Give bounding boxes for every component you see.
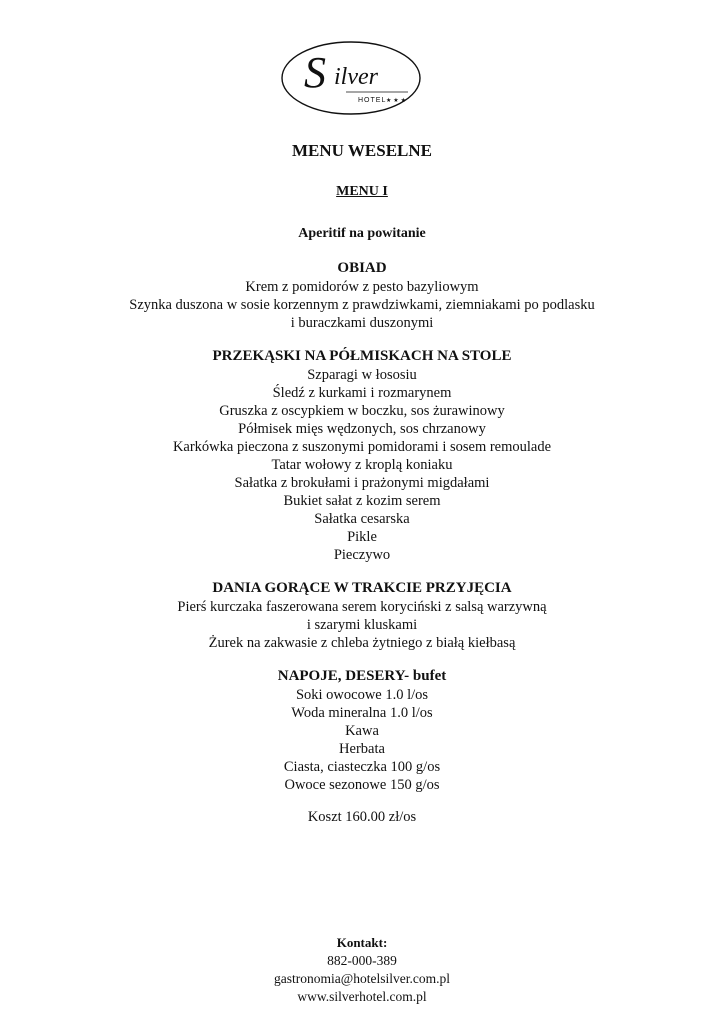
- contact-title: Kontakt:: [336, 935, 388, 950]
- menu-item: Tatar wołowy z kroplą koniaku: [271, 457, 453, 473]
- menu-item: Półmisek mięs wędzonych, sos chrzanowy: [238, 421, 486, 437]
- section-dania-gorace: [0, 578, 724, 652]
- logo-stars: ★ ★ ★: [386, 97, 406, 104]
- contact-email: gastronomia@hotelsilver.com.pl: [274, 971, 450, 986]
- logo-brand-rest: ilver: [334, 64, 378, 90]
- menu-item: Ciasta, ciasteczka 100 g/os: [283, 759, 441, 775]
- menu-cost: Koszt 160.00 zł/os: [307, 809, 417, 825]
- section-przekaski: [0, 346, 724, 564]
- contact-website: www.silverhotel.com.pl: [297, 989, 427, 1004]
- menu-item: i buraczkami duszonymi: [290, 315, 434, 331]
- menu-item: Gruszka z oscypkiem w boczku, sos żurawinowy: [219, 403, 505, 419]
- menu-item: Soki owocowe 1.0 l/os: [295, 687, 429, 703]
- section-title: NAPOJE, DESERY- bufet: [277, 668, 447, 684]
- menu-item: Szparagi w łososiu: [307, 367, 417, 383]
- contact-phone: 882-000-389: [327, 953, 397, 968]
- menu-item: Herbata: [339, 741, 385, 757]
- menu-subtitle: MENU I: [336, 184, 388, 199]
- menu-item: Pierś kurczaka faszerowana serem koryciński z salsą warzywną: [177, 599, 547, 615]
- menu-item: Bukiet sałat z kozim serem: [283, 493, 441, 509]
- section-obiad: [0, 258, 724, 332]
- logo-hotel-label: HOTEL: [358, 97, 387, 104]
- menu-item: Pieczywo: [333, 547, 391, 563]
- menu-item: Owoce sezonowe 150 g/os: [284, 777, 440, 793]
- logo-brand-initial: S: [304, 48, 326, 97]
- menu-item: Szynka duszona w sosie korzennym z prawdziwkami, ziemniakami po podlasku: [129, 297, 595, 313]
- contact-block: [0, 934, 724, 1006]
- section-title: OBIAD: [337, 260, 387, 276]
- menu-item: Żurek na zakwasie z chleba żytniego z białą kiełbasą: [208, 635, 516, 651]
- menu-item: Karkówka pieczona z suszonymi pomidorami i sosem remoulade: [172, 439, 552, 455]
- menu-item: i szarymi kluskami: [306, 617, 418, 633]
- section-napoje-desery: [0, 666, 724, 794]
- menu-item: Woda mineralna 1.0 l/os: [291, 705, 433, 721]
- menu-item: Sałatka z brokułami i prażonymi migdałami: [234, 475, 490, 491]
- menu-title: MENU WESELNE: [292, 141, 432, 160]
- hotel-logo: [280, 40, 422, 116]
- aperitif-line: Aperitif na powitanie: [298, 226, 426, 241]
- menu-content: [0, 140, 724, 826]
- silver-hotel-logo-icon: [280, 40, 422, 116]
- menu-item: Krem z pomidorów z pesto bazyliowym: [245, 279, 479, 295]
- menu-item: Śledź z kurkami i rozmarynem: [272, 385, 452, 401]
- menu-item: Pikle: [347, 529, 377, 545]
- menu-item: Sałatka cesarska: [314, 511, 410, 527]
- menu-item: Kawa: [345, 723, 379, 739]
- section-title: DANIA GORĄCE W TRAKCIE PRZYJĘCIA: [212, 580, 512, 596]
- section-title: PRZEKĄSKI NA PÓŁMISKACH NA STOLE: [212, 348, 512, 364]
